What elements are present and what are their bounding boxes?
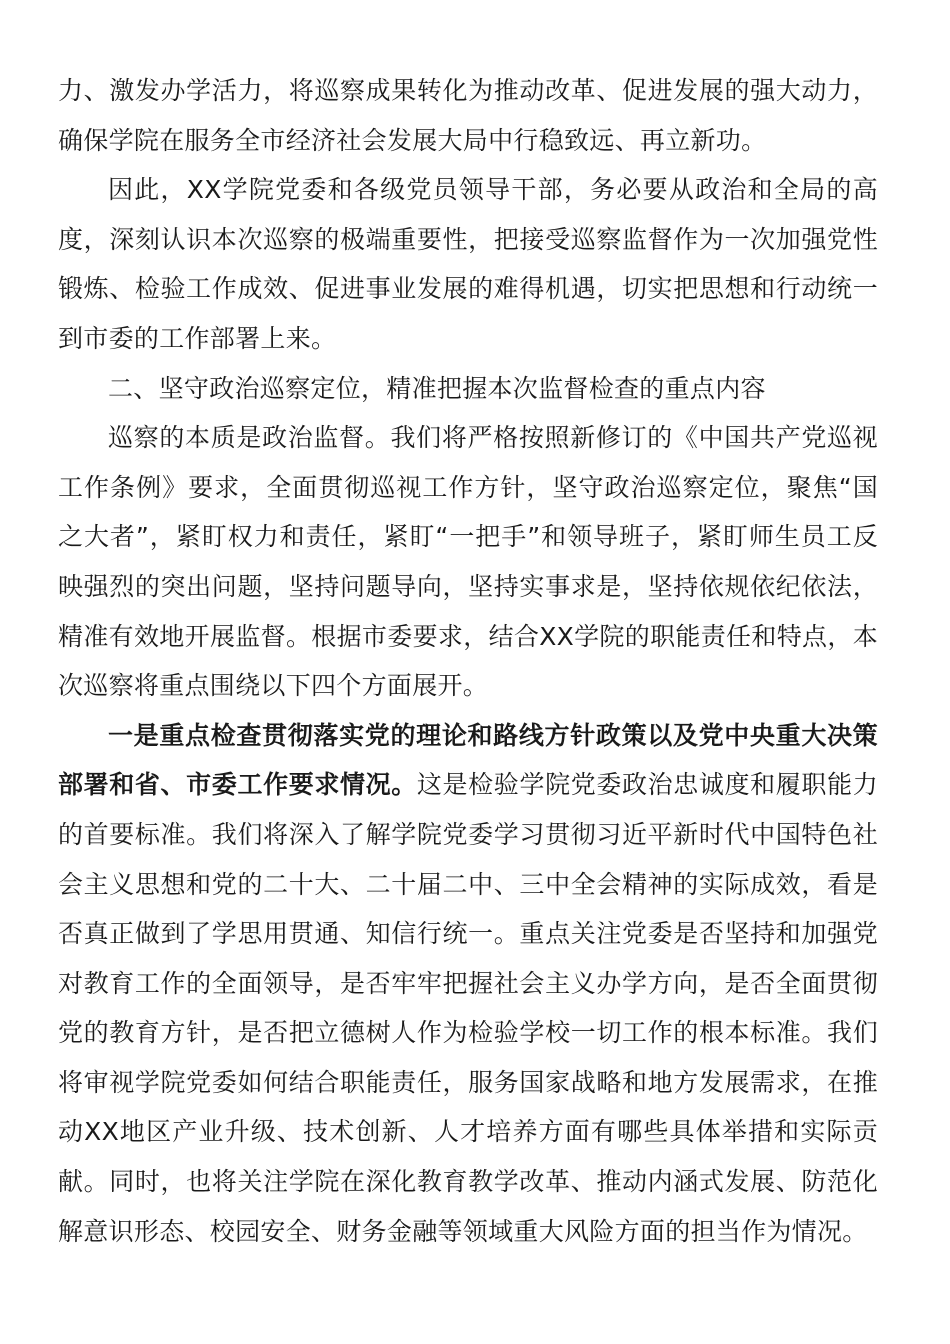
paragraph-continuation: 力、激发办学活力，将巡察成果转化为推动改革、促进发展的强大动力，确保学院在服务全市经济社会发展大局中行稳致远、再立新功。 [58, 76, 878, 155]
focus-one-body: 这是检验学院党委政治忠诚度和履职能力的首要标准。我们将深入了解学院党委学习贯彻习近平新时代中国特色社会主义思想和党的二十大、二十届二中、三中全会精神的实际成效，看是否真正做到了学思用贯通、知信行统一。重点关注党委是否坚持和加强党对教育工作的全面领导，是否牢牢把握社会主义办学方向，是否全面贯彻党的教育方针，是否把立德树人作为检验学校一切工作的根本标准。我们将审视学院党委如何结合职能责任，服务国家战略和地方发展需求，在推动XX地区产业升级、技术创新、人才培养方面有哪些具体举措和实际贡献。同时，也将关注学院在深化教育教学改革、推动内涵式发展、防范化解意识形态、校园安全、财务金融等领域重大风险方面的担当作为情况。 [58, 770, 879, 1246]
paragraph-therefore: 因此，XX学院党委和各级党员领导干部，务必要从政治和全局的高度，深刻认识本次巡察的极端重要性，把接受巡察监督作为一次加强党性锻炼、检验工作成效、促进事业发展的难得机遇，切实把思想和行动统一到市委的工作部署上来。 [58, 175, 878, 353]
paragraph-inspection-essence: 巡察的本质是政治监督。我们将严格按照新修订的《中国共产党巡视工作条例》要求，全面贯彻巡视工作方针，坚守政治巡察定位，聚焦“国之大者”，紧盯权力和责任，紧盯“一把手”和领导班子，紧盯师生员工反映强烈的突出问题，坚持问题导向，坚持实事求是，坚持依规依纪依法，精准有效地开展监督。根据市委要求，结合XX学院的职能责任和特点，本次巡察将重点围绕以下四个方面展开。 [58, 423, 878, 701]
document-body [58, 66, 878, 1256]
focus-one-lead: 一是重点检查贯彻落实党的理论和路线方针政策以及党中央重大决策部署和省、市委工作要求情况。 [58, 720, 878, 800]
section-heading-2: 二、坚守政治巡察定位，精准把握本次监督检查的重点内容 [108, 373, 766, 403]
paragraph-focus-one [58, 711, 878, 1257]
